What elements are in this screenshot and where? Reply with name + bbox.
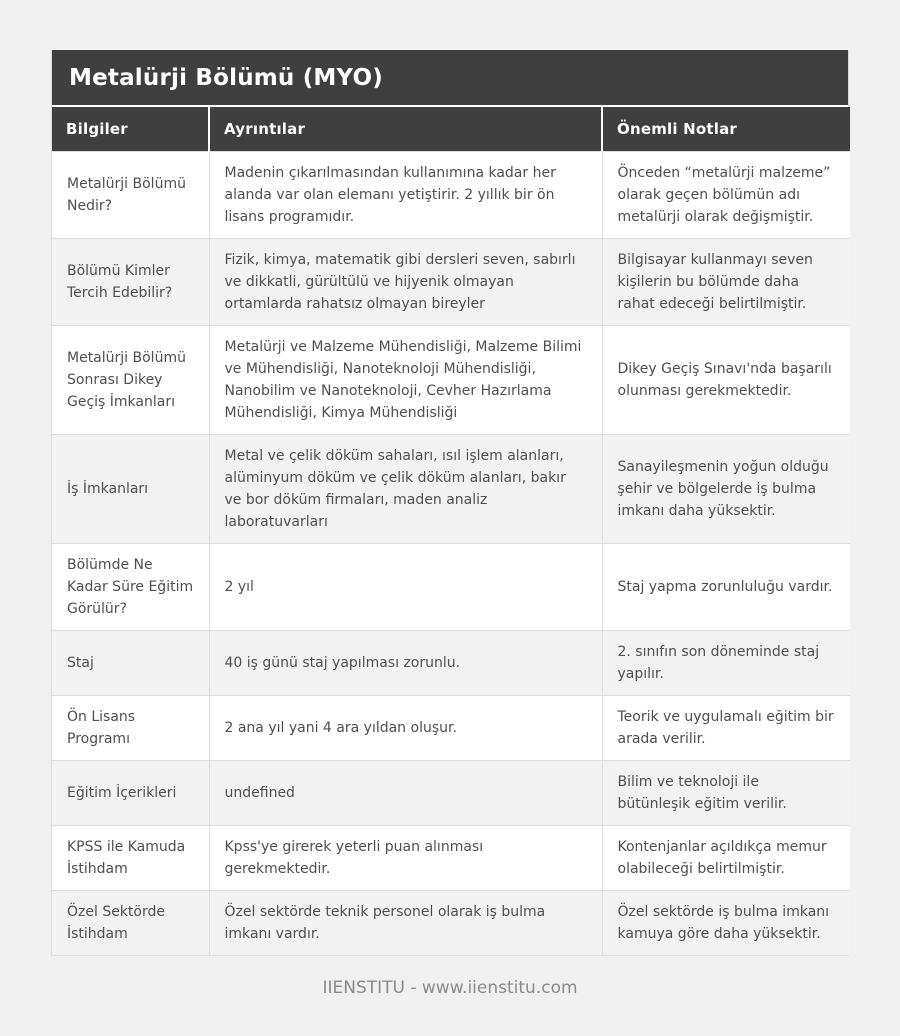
cell-details: undefined — [209, 761, 602, 826]
table-header-row — [52, 107, 850, 152]
cell-notes: Kontenjanlar açıldıkça memur olabileceği belirtilmiştir. — [602, 826, 850, 891]
cell-details: 2 ana yıl yani 4 ara yıldan oluşur. — [209, 696, 602, 761]
cell-notes: Bilim ve teknoloji ile bütünleşik eğitim verilir. — [602, 761, 850, 826]
cell-details: Kpss'ye girerek yeterli puan alınması gerekmektedir. — [209, 826, 602, 891]
cell-label: Eğitim İçerikleri — [52, 761, 209, 826]
table-row — [52, 544, 850, 631]
cell-notes: Özel sektörde iş bulma imkanı kamuya göre daha yüksektir. — [602, 891, 850, 956]
info-table — [52, 107, 850, 955]
table-row — [52, 631, 850, 696]
table-row — [52, 696, 850, 761]
cell-notes: Sanayileşmenin yoğun olduğu şehir ve bölgelerde iş bulma imkanı daha yüksektir. — [602, 435, 850, 544]
footer-credit: IIENSTITU - www.iienstitu.com — [322, 978, 578, 998]
info-table-card — [51, 50, 849, 956]
cell-notes: 2. sınıfın son döneminde staj yapılır. — [602, 631, 850, 696]
table-row — [52, 326, 850, 435]
table-row — [52, 435, 850, 544]
table-row — [52, 761, 850, 826]
cell-label: Metalürji Bölümü Nedir? — [52, 152, 209, 239]
cell-label: Bölümde Ne Kadar Süre Eğitim Görülür? — [52, 544, 209, 631]
column-header-ayrintilar: Ayrıntılar — [209, 107, 602, 152]
cell-details: Özel sektörde teknik personel olarak iş bulma imkanı vardır. — [209, 891, 602, 956]
cell-label: Ön Lisans Programı — [52, 696, 209, 761]
cell-label: KPSS ile Kamuda İstihdam — [52, 826, 209, 891]
cell-label: Bölümü Kimler Tercih Edebilir? — [52, 239, 209, 326]
cell-details: Metal ve çelik döküm sahaları, ısıl işlem alanları, alüminyum döküm ve çelik döküm alanları, bakır ve bor döküm firmaları, maden analiz laboratuvarları — [209, 435, 602, 544]
column-header-onemli-notlar: Önemli Notlar — [602, 107, 850, 152]
page-title: Metalürji Bölümü (MYO) — [52, 50, 848, 107]
cell-details: Fizik, kimya, matematik gibi dersleri seven, sabırlı ve dikkatli, gürültülü ve hijyenik olmayan ortamlarda rahatsız olmayan bireyler — [209, 239, 602, 326]
cell-details: 40 iş günü staj yapılması zorunlu. — [209, 631, 602, 696]
table-row — [52, 826, 850, 891]
cell-label: Staj — [52, 631, 209, 696]
cell-details: Metalürji ve Malzeme Mühendisliği, Malzeme Bilimi ve Mühendisliği, Nanoteknoloji Mühendisliği, Nanobilim ve Nanoteknoloji, Cevher Hazırlama Mühendisliği, Kimya Mühendisliği — [209, 326, 602, 435]
table-row — [52, 239, 850, 326]
cell-label: İş İmkanları — [52, 435, 209, 544]
column-header-bilgiler: Bilgiler — [52, 107, 209, 152]
cell-details: Madenin çıkarılmasından kullanımına kadar her alanda var olan elemanı yetiştirir. 2 yıllık bir ön lisans programıdır. — [209, 152, 602, 239]
cell-label: Özel Sektörde İstihdam — [52, 891, 209, 956]
cell-notes: Staj yapma zorunluluğu vardır. — [602, 544, 850, 631]
table-row — [52, 152, 850, 239]
cell-details: 2 yıl — [209, 544, 602, 631]
cell-notes: Önceden “metalürji malzeme” olarak geçen bölümün adı metalürji olarak değişmiştir. — [602, 152, 850, 239]
table-row — [52, 891, 850, 956]
cell-notes: Teorik ve uygulamalı eğitim bir arada verilir. — [602, 696, 850, 761]
cell-notes: Dikey Geçiş Sınavı'nda başarılı olunması gerekmektedir. — [602, 326, 850, 435]
cell-label: Metalürji Bölümü Sonrası Dikey Geçiş İmkanları — [52, 326, 209, 435]
cell-notes: Bilgisayar kullanmayı seven kişilerin bu bölümde daha rahat edeceği belirtilmiştir. — [602, 239, 850, 326]
